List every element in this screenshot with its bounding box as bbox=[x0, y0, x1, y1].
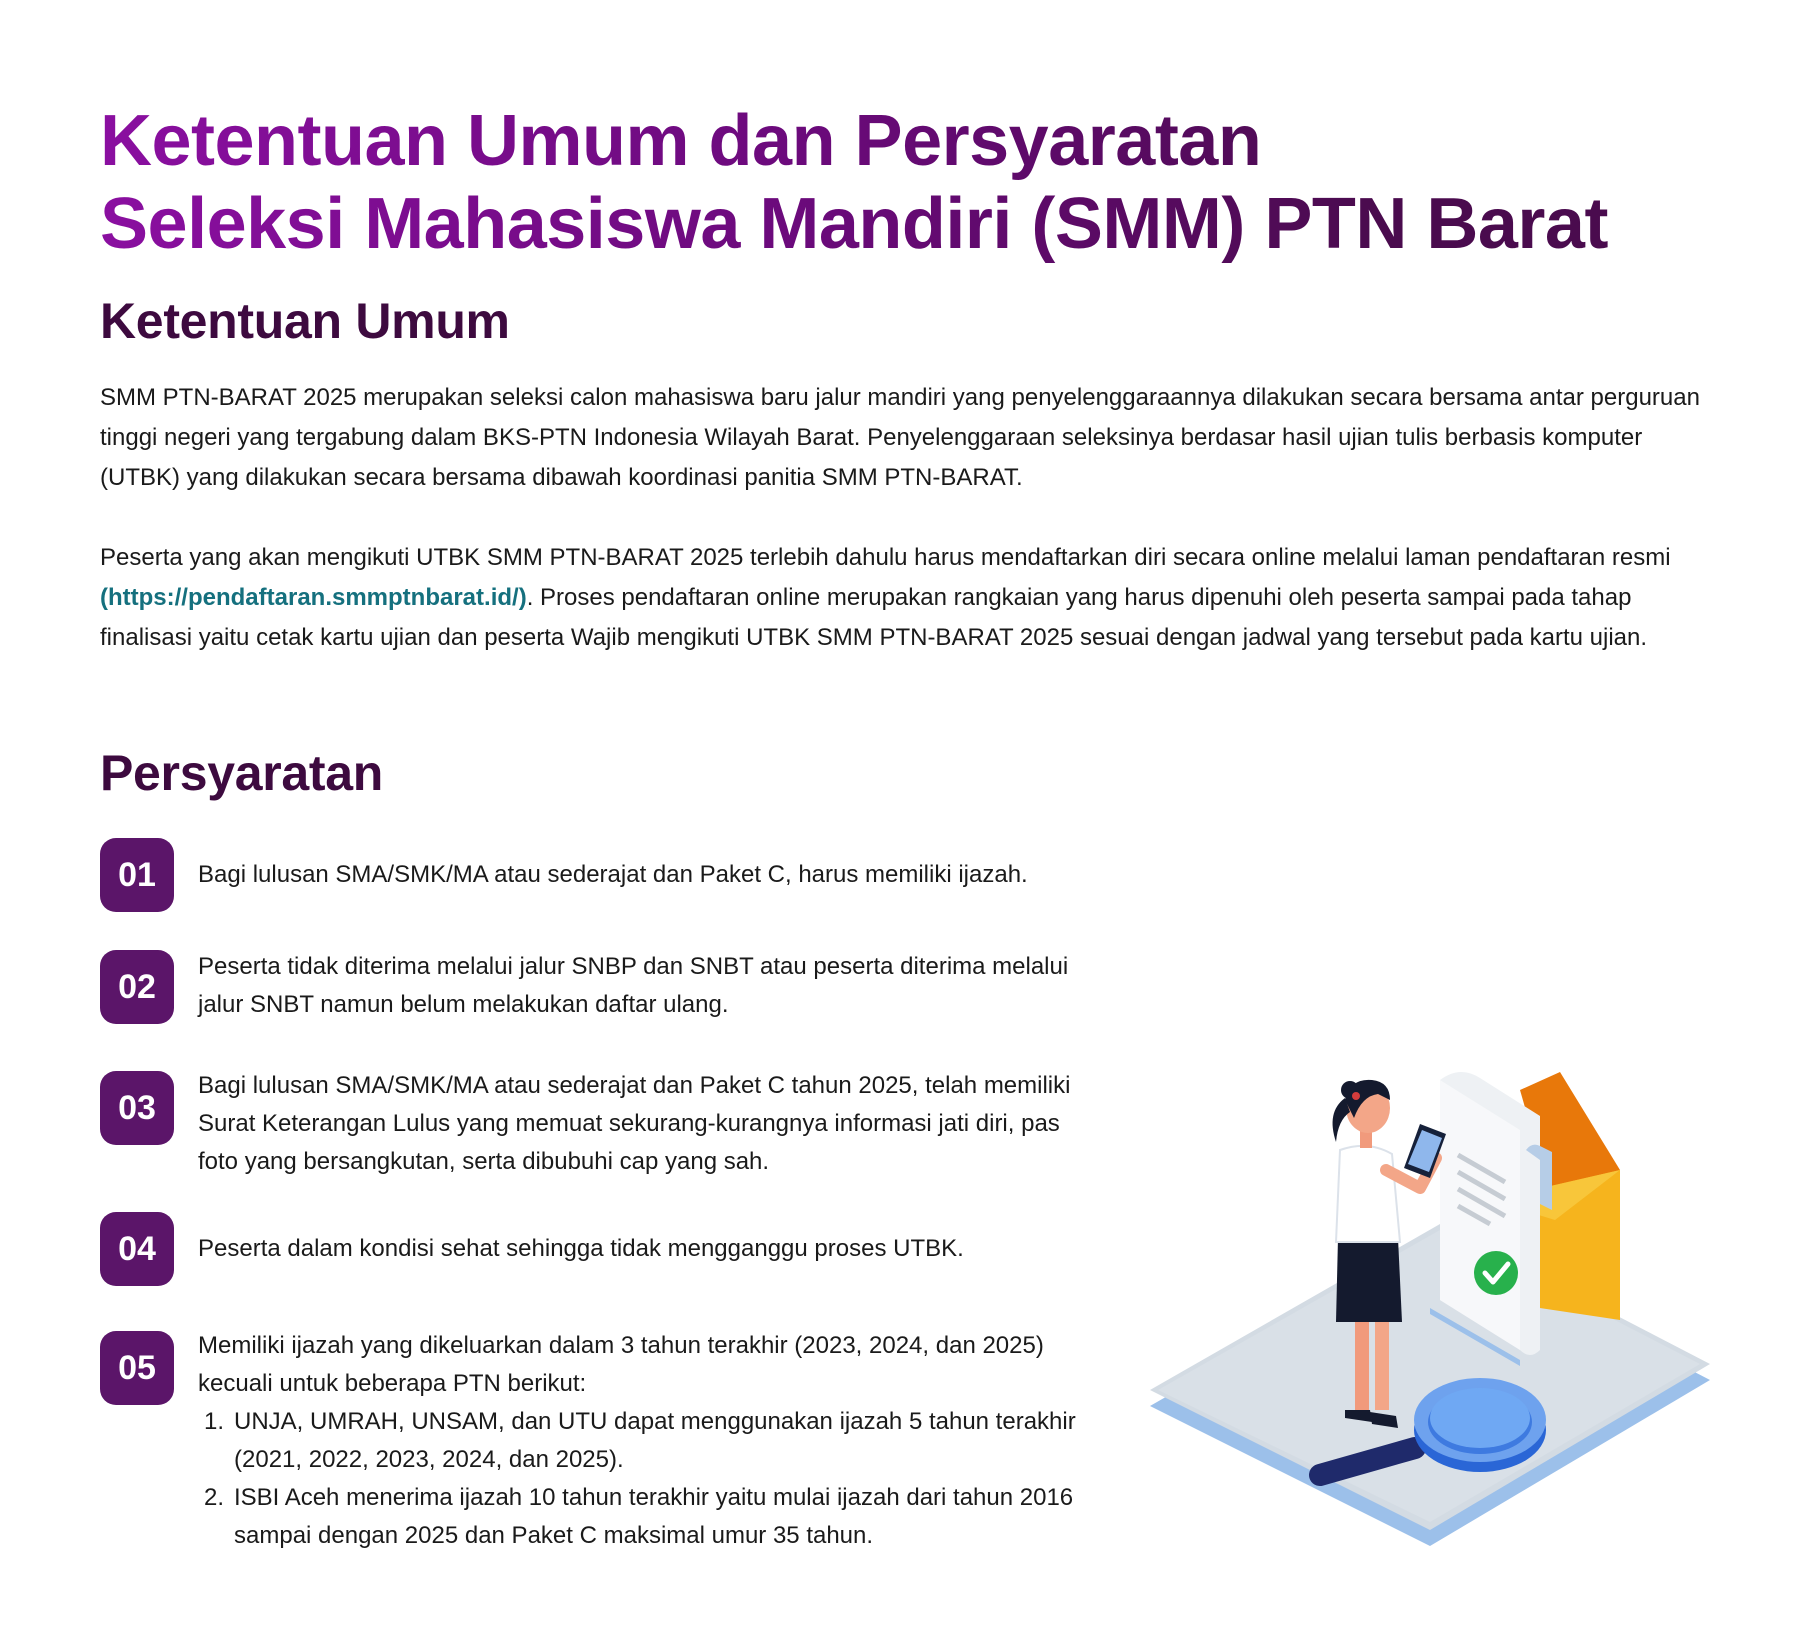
requirement-text: Bagi lulusan SMA/SMK/MA atau sederajat dan Paket C tahun 2025, telah memiliki Surat Keterangan Lulus yang memuat sekurang-kurangnya informasi jati diri, pas foto yang bersangkutan, serta dibubuhi cap yang sah. bbox=[198, 1072, 1071, 1175]
document-icon bbox=[1430, 1072, 1552, 1366]
requirement-text: Peserta dalam kondisi sehat sehingga tidak mengganggu proses UTBK. bbox=[198, 1235, 964, 1262]
exception-list-item bbox=[198, 1479, 1098, 1555]
paragraph-text: . Proses pendaftaran online merupakan rangkaian yang harus dipenuhi oleh peserta sampai pada tahap finalisasi yaitu cetak kartu ujian dan peserta Wajib mengikuti UTBK SMM PTN-BARAT 2025 sesuai dengan jadwal yang tersebut pada kartu ujian. bbox=[100, 584, 1648, 651]
requirement-number-badge: 04 bbox=[100, 1212, 174, 1286]
checkmark-icon bbox=[1474, 1251, 1518, 1295]
exception-number: 2. bbox=[204, 1484, 225, 1511]
page-title bbox=[100, 100, 1700, 266]
registration-link[interactable]: (https://pendaftaran.smmptnbarat.id/) bbox=[100, 584, 527, 611]
page-title-line-2: Seleksi Mahasiswa Mandiri (SMM) PTN Barat bbox=[100, 184, 1608, 264]
persyaratan-heading: Persyaratan bbox=[100, 745, 384, 801]
requirement-text-block bbox=[198, 1327, 1098, 1555]
requirement-text: Memiliki ijazah yang dikeluarkan dalam 3 tahun terakhir (2023, 2024, dan 2025) kecuali untuk beberapa PTN berikut: bbox=[198, 1332, 1044, 1397]
requirement-number-badge: 02 bbox=[100, 950, 174, 1024]
document-verification-illustration bbox=[1140, 1060, 1720, 1560]
exception-list-item bbox=[198, 1403, 1098, 1479]
exception-number: 1. bbox=[204, 1408, 225, 1435]
requirement-number-badge: 03 bbox=[100, 1071, 174, 1145]
requirement-number-badge: 01 bbox=[100, 838, 174, 912]
exception-text: ISBI Aceh menerima ijazah 10 tahun terakhir yaitu mulai ijazah dari tahun 2016 sampai dengan 2025 dan Paket C maksimal umur 35 tahun. bbox=[234, 1484, 1074, 1549]
ketentuan-umum-heading: Ketentuan Umum bbox=[100, 293, 510, 349]
requirement-text: Peserta tidak diterima melalui jalur SNBP dan SNBT atau peserta diterima melalui jalur SNBT namun belum melakukan daftar ulang. bbox=[198, 953, 1069, 1018]
ketentuan-paragraph-1: SMM PTN-BARAT 2025 merupakan seleksi calon mahasiswa baru jalur mandiri yang penyelenggaraannya dilakukan secara bersama antar perguruan tinggi negeri yang tergabung dalam BKS-PTN Indonesia Wilayah Barat. Penyelenggaraan seleksinya berdasar hasil ujian tulis berbasis komputer (UTBK) yang dilakukan secara bersama dibawah koordinasi panitia SMM PTN-BARAT. bbox=[100, 384, 1700, 491]
exception-text: UNJA, UMRAH, UNSAM, dan UTU dapat menggunakan ijazah 5 tahun terakhir (2021, 2022, 2023, 2024, dan 2025). bbox=[234, 1408, 1076, 1473]
requirement-number-badge: 05 bbox=[100, 1331, 174, 1405]
requirement-text: Bagi lulusan SMA/SMK/MA atau sederajat dan Paket C, harus memiliki ijazah. bbox=[198, 861, 1028, 888]
paragraph-text: Peserta yang akan mengikuti UTBK SMM PTN-BARAT 2025 terlebih dahulu harus mendaftarkan diri secara online melalui laman pendaftaran resmi bbox=[100, 544, 1671, 571]
exception-list bbox=[198, 1403, 1098, 1555]
ketentuan-paragraph-2 bbox=[100, 538, 1720, 658]
page-title-line-1: Ketentuan Umum dan Persyaratan bbox=[100, 101, 1262, 181]
